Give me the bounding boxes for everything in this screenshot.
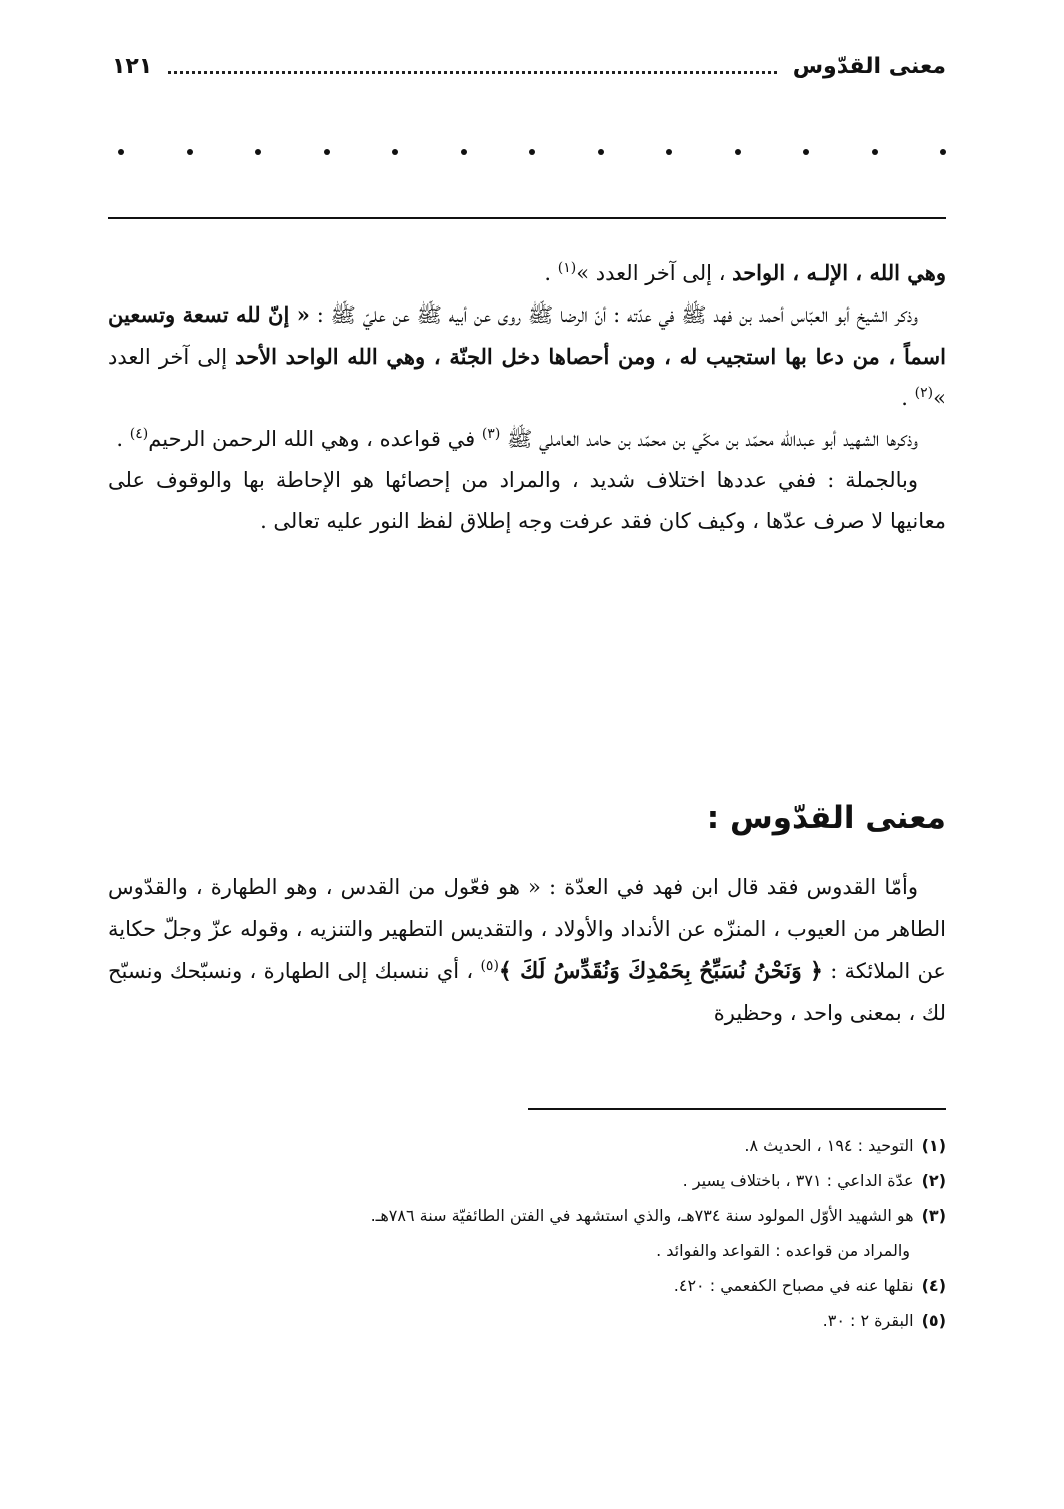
paragraph-1 [108,252,946,294]
footnotes [108,1128,946,1338]
separator-dot [392,149,398,155]
footnote-item [108,1268,946,1303]
paragraph-3-text-a: وذكرها الشهيد أبو عبدالله محمّد بن مكّي بن محمّد بن حامد العاملي ﷺ [506,427,918,451]
footnote-text: والمراد من قواعده : القواعد والفوائد . [656,1241,910,1260]
separator-dot [598,149,604,155]
footnote-text: البقرة ٢ : ٣٠. [822,1311,914,1330]
paragraph-1-end: . [544,261,552,285]
hadith-quote: « إنّ لله تسعة وتسعين اسماً ، من دعا بها استجيب له ، ومن أحصاها دخل الجنّة ، وهي الله الواحد الأحد [108,302,946,369]
paragraph-4: وبالجملة : ففي عددها اختلاف شديد ، والمراد من إحصائها هو الإحاطة بها والوقوف على معانيها لا صرف عدّها ، وكيف كان فقد عرفت وجه إطلاق لفظ النور عليه تعالى . [108,468,946,533]
running-head [112,46,946,86]
separator-dot [940,149,946,155]
quran-verse: ﴿ وَنَحْنُ نُسَبِّحُ بِحَمْدِكَ وَنُقَدِّسُ لَكَ ﴾ [498,958,823,984]
separator-dot [529,149,535,155]
footnote-ref-1: (١) [557,260,577,276]
paragraph-3-text-b: في قواعده ، وهي الله الرحمن الرحيم [148,427,476,451]
paragraph-5-text-a: وأمّا القدوس فقد قال ابن فهد في العدّة : « هو فعّول من القدس ، وهو الطهارة ، والقدّوس الطاهر من العيوب ، المنزّه عن الأنداد والأولاد ، والتقديس التطهير والتنزيه ، وقوله عزّ وجلّ حكاية عن الملائكة : [108,875,946,983]
running-head-leader-dots [168,59,776,74]
footnote-number: (٤) [921,1276,946,1295]
footnote-number: (٢) [921,1171,946,1190]
separator-dot [461,149,467,155]
paragraph-1-text: ، إلى آخر العدد » [576,261,726,285]
divine-names-bold: وهي الله ، الإلـه ، الواحد [732,260,946,285]
footnote-ref-2: (٢) [914,385,934,401]
footnote-item [108,1303,946,1338]
separator-dot [187,149,193,155]
separator-dot [803,149,809,155]
paragraph-2-text-a: وذكر الشيخ أبو العبّاس أحمد بن فهد ﷺ في عدّته : أنّ الرضا ﷺ روى عن أبيه ﷺ عن عليّ ﷺ : [316,303,918,327]
paragraph-2-text-b: إلى آخر العدد » [108,345,946,410]
footnote-item [108,1163,946,1198]
footnote-text: نقلها عنه في مصباح الكفعمي : ٤٢٠. [673,1276,914,1295]
page-number: ١٢١ [112,53,153,79]
footnote-text: التوحيد : ١٩٤ ، الحديث ٨. [744,1136,914,1155]
separator-dot [872,149,878,155]
paragraph-5 [108,866,946,1034]
separator-dot [666,149,672,155]
footnote-ref-5: (٥) [480,958,499,974]
footnote-text: هو الشهيد الأوّل المولود سنة ٧٣٤هـ، والذي استشهد في الفتن الطائفيّة سنة ٧٨٦هـ. [370,1206,914,1225]
paragraph-3-end: . [116,427,124,451]
footnote-number: (١) [921,1136,946,1155]
running-head-title: معنى القدّوس [792,53,946,79]
horizontal-rule [108,217,946,219]
paragraph-3 [108,419,946,460]
section-text [108,866,946,1034]
footnote-ref-4: (٤) [129,426,149,442]
separator-dot [255,149,261,155]
paragraph-2-end: . [901,386,908,410]
main-text [108,252,946,542]
paragraph-5-text-b: ، أي ننسبك إلى الطهارة ، ونسبّحك ونسبّح لك ، بمعنى واحد ، وحظيرة [108,959,946,1025]
footnote-number: (٥) [921,1311,946,1330]
footnote-rule [528,1108,946,1110]
dotted-separator [118,140,946,164]
separator-dot [735,149,741,155]
footnote-ref-3: (٣) [481,426,501,442]
section-heading: معنى القدّوس : [706,800,946,836]
footnote-item [108,1198,946,1233]
footnote-text: عدّة الداعي : ٣٧١ ، باختلاف يسير . [682,1171,914,1190]
separator-dot [118,149,124,155]
footnote-continuation [108,1233,946,1268]
paragraph-2 [108,294,946,419]
separator-dot [324,149,330,155]
footnote-number: (٣) [921,1206,946,1225]
footnote-item [108,1128,946,1163]
